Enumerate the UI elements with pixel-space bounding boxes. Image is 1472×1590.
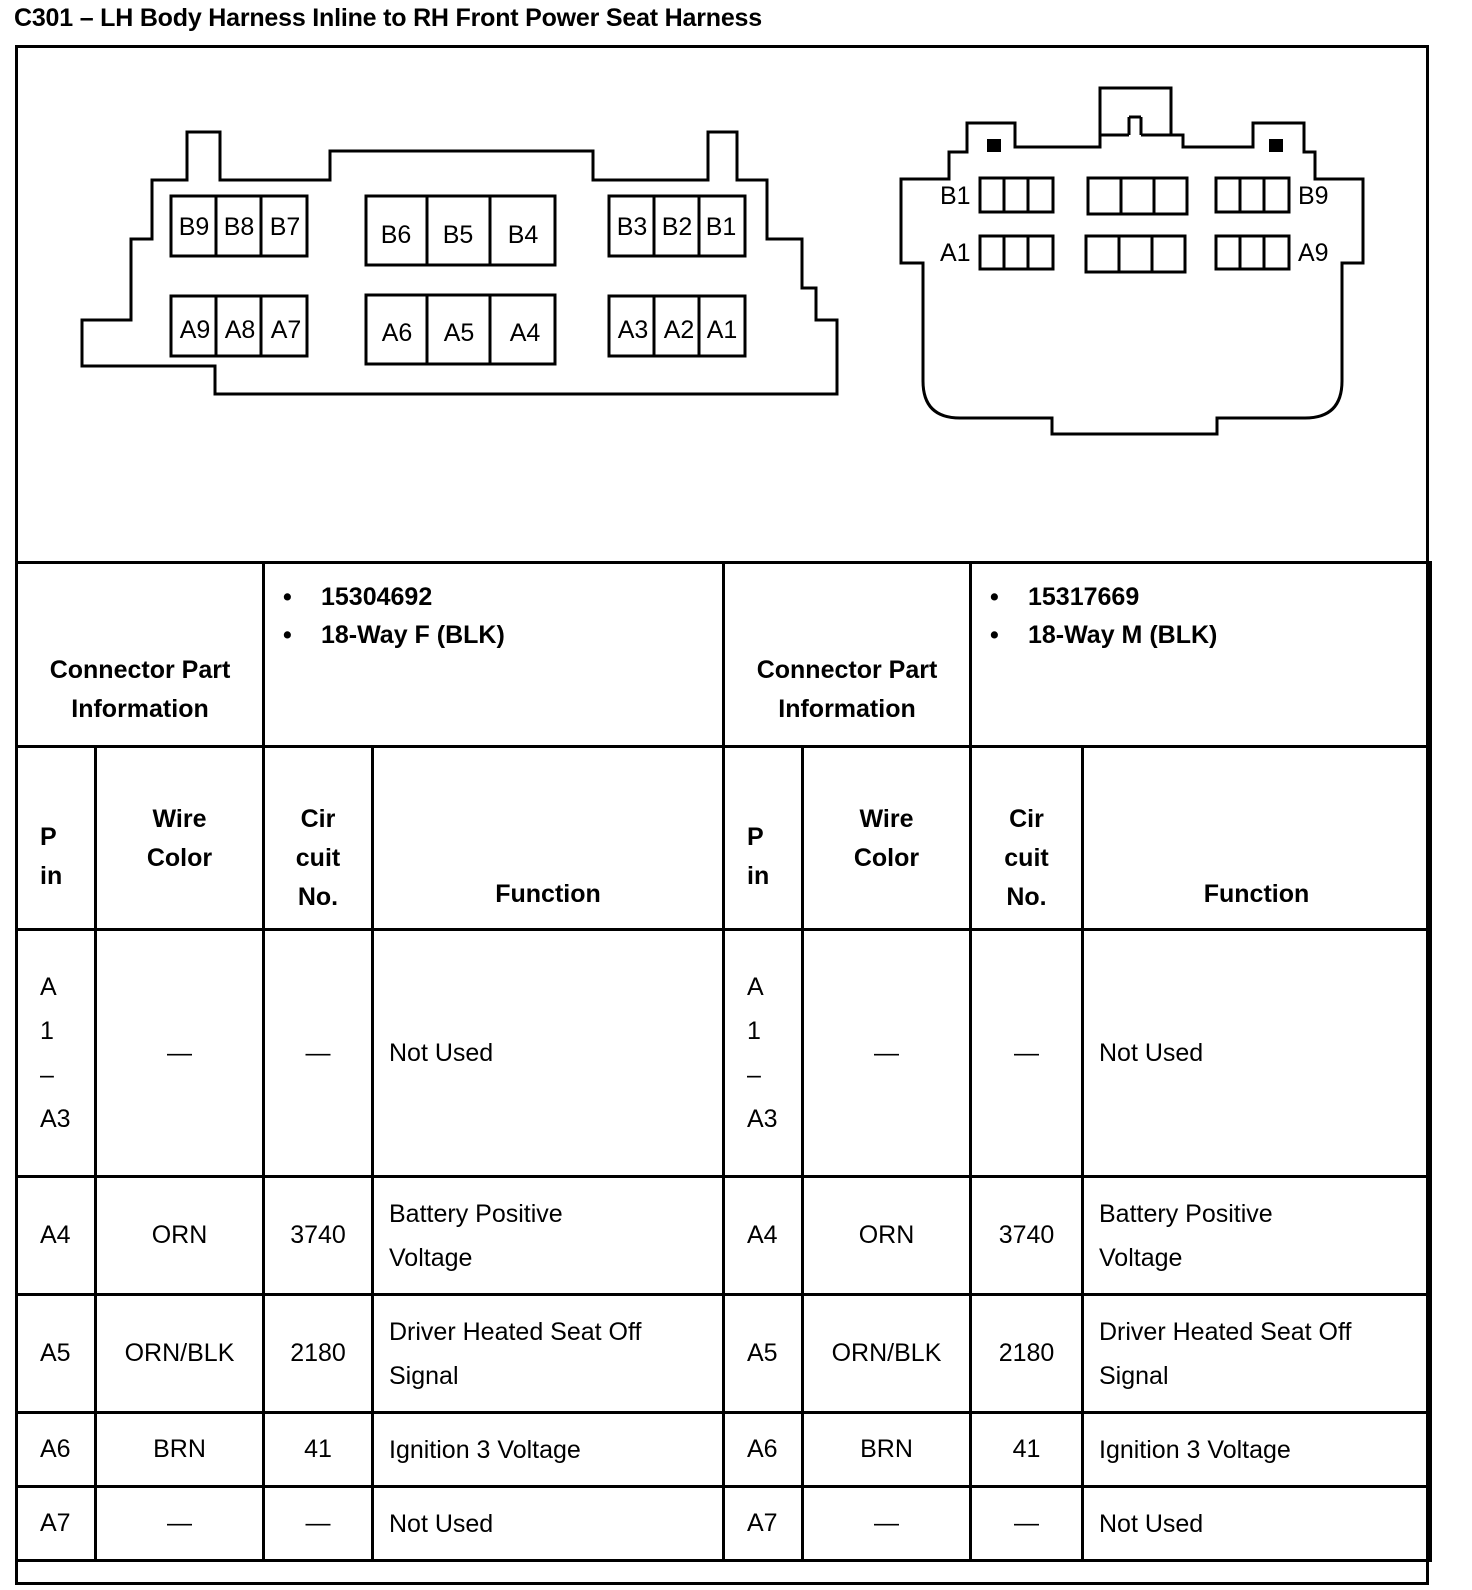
pin-cell: A7: [17, 1487, 96, 1561]
table-row: [17, 1487, 1431, 1561]
left-pin-a1: A1: [706, 316, 738, 344]
wire-color-cell: ORN: [803, 1177, 971, 1295]
info-label-line1: Connector Part: [49, 656, 231, 684]
function-cell: Battery Positive Voltage: [1083, 1177, 1431, 1295]
header-function: Function: [373, 747, 724, 930]
left-pin-b4: B4: [507, 221, 539, 249]
left-pin-a6: A6: [381, 319, 413, 347]
header-row: [17, 747, 1431, 930]
pin-cell: A4: [724, 1177, 803, 1295]
table-row: [17, 1295, 1431, 1413]
pin-cell: A6: [17, 1413, 96, 1487]
latch-marker-left: [987, 139, 1001, 152]
connector-diagram-area: [15, 45, 1429, 563]
table-row: [17, 1177, 1431, 1295]
wire-color-cell: —: [96, 1487, 264, 1561]
part-number: • 15304692: [283, 583, 433, 611]
page-title: C301 – LH Body Harness Inline to RH Front Power Seat Harness: [14, 4, 762, 32]
right-pin-label-b9: B9: [1298, 182, 1329, 210]
function-cell: Driver Heated Seat Off Signal: [373, 1295, 724, 1413]
function-cell: Battery Positive Voltage: [373, 1177, 724, 1295]
function-cell: Ignition 3 Voltage: [1083, 1413, 1431, 1487]
pinout-table: [15, 561, 1432, 1562]
wire-color-cell: —: [803, 930, 971, 1177]
function-cell: Not Used: [373, 930, 724, 1177]
left-pin-a3: A3: [617, 316, 649, 344]
info-label-line2: Information: [71, 695, 209, 723]
left-pin-b8: B8: [223, 213, 255, 241]
left-pin-a9: A9: [179, 316, 211, 344]
wire-color-cell: ORN/BLK: [96, 1295, 264, 1413]
left-pin-a2: A2: [663, 316, 695, 344]
right-connector-info-label: [724, 563, 971, 747]
pin-cell: A5: [724, 1295, 803, 1413]
circuit-cell: —: [264, 1487, 373, 1561]
connector-description: • 18-Way M (BLK): [990, 621, 1218, 649]
circuit-cell: 2180: [971, 1295, 1083, 1413]
left-connector-face: [15, 45, 1429, 563]
function-cell: Not Used: [1083, 930, 1431, 1177]
left-connector-info-list: [264, 563, 724, 747]
wire-color-cell: ORN/BLK: [803, 1295, 971, 1413]
circuit-cell: 3740: [264, 1177, 373, 1295]
part-number: • 15317669: [990, 583, 1140, 611]
left-pin-a8: A8: [224, 316, 256, 344]
left-connector-info-label: [17, 563, 264, 747]
wire-color-cell: BRN: [96, 1413, 264, 1487]
wire-color-cell: —: [803, 1487, 971, 1561]
circuit-cell: —: [264, 930, 373, 1177]
header-wire-color: Wire Color: [96, 747, 264, 930]
header-circuit-no: Cir cuit No.: [264, 747, 373, 930]
pin-cell: A5: [17, 1295, 96, 1413]
circuit-cell: 3740: [971, 1177, 1083, 1295]
function-cell: Driver Heated Seat Off Signal: [1083, 1295, 1431, 1413]
pin-cell: A 1 – A3: [17, 930, 96, 1177]
connector-info-row: [17, 563, 1431, 747]
wire-color-cell: ORN: [96, 1177, 264, 1295]
right-pin-label-a1: A1: [940, 239, 971, 267]
connector-description: • 18-Way F (BLK): [283, 621, 505, 649]
pin-cell: A 1 – A3: [724, 930, 803, 1177]
function-cell: Not Used: [1083, 1487, 1431, 1561]
header-pin: P in: [724, 747, 803, 930]
header-pin: P in: [17, 747, 96, 930]
left-pin-a5: A5: [443, 319, 475, 347]
left-pin-b9: B9: [178, 213, 210, 241]
left-pin-b5: B5: [442, 221, 474, 249]
left-pin-b7: B7: [269, 213, 301, 241]
header-function: Function: [1083, 747, 1431, 930]
pin-cell: A6: [724, 1413, 803, 1487]
right-pin-label-a9: A9: [1298, 239, 1329, 267]
pin-cell: A4: [17, 1177, 96, 1295]
left-pin-b1: B1: [705, 213, 737, 241]
table-row: [17, 1413, 1431, 1487]
circuit-cell: —: [971, 930, 1083, 1177]
left-pin-a7: A7: [270, 316, 302, 344]
info-label-line2: Information: [778, 695, 916, 723]
circuit-cell: 41: [264, 1413, 373, 1487]
right-connector-info-list: [971, 563, 1431, 747]
header-circuit-no: Cir cuit No.: [971, 747, 1083, 930]
table-row: [17, 930, 1431, 1177]
function-cell: Ignition 3 Voltage: [373, 1413, 724, 1487]
left-pin-b2: B2: [661, 213, 693, 241]
info-label-line1: Connector Part: [756, 656, 938, 684]
right-pin-label-b1: B1: [940, 182, 971, 210]
circuit-cell: 41: [971, 1413, 1083, 1487]
circuit-cell: —: [971, 1487, 1083, 1561]
left-pin-b3: B3: [616, 213, 648, 241]
header-wire-color: Wire Color: [803, 747, 971, 930]
wire-color-cell: BRN: [803, 1413, 971, 1487]
latch-marker-right: [1269, 139, 1283, 152]
pin-cell: A7: [724, 1487, 803, 1561]
function-cell: Not Used: [373, 1487, 724, 1561]
left-pin-b6: B6: [380, 221, 412, 249]
circuit-cell: 2180: [264, 1295, 373, 1413]
wire-color-cell: —: [96, 930, 264, 1177]
left-pin-a4: A4: [509, 319, 541, 347]
